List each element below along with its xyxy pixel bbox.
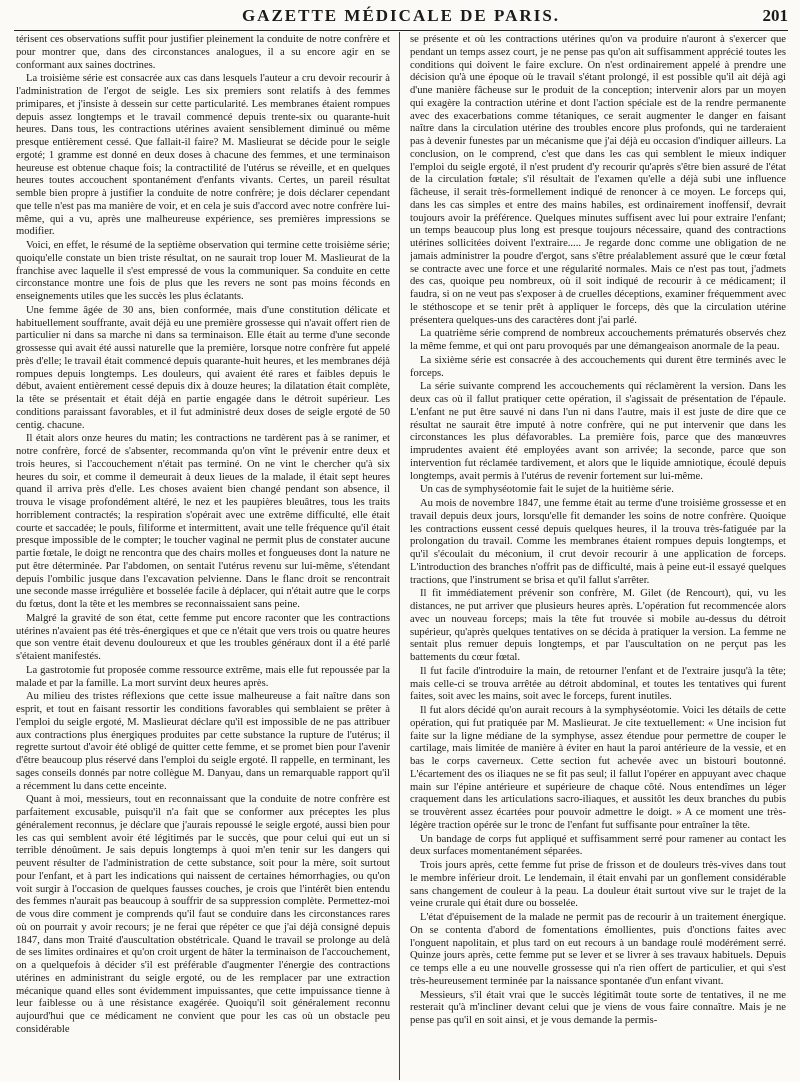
paragraph: Trois jours après, cette femme fut prise de frisson et de douleurs très-vives dans tout le membre inférieur droit. Le lendemain, il était envahi par un gonflement considérable sans changement de couleur à la peau. La douleur était surtout vive sur le trajet de la veine crurale qui était dure ou bosselée. [410,860,786,910]
paragraph: Quant à moi, messieurs, tout en reconnaissant que la conduite de notre confrère est parfaitement excusable, puisqu'il n'a fait que se conformer aux préceptes les plus généralement reconnus, je déclare que j'aurais repoussé le seigle ergoté, aussi bien pour les cas qui semblent avoir été légitimés par le succès, que pour celui qui eut un si terrible dénoûment. Je sais depuis longtemps à quoi m'en tenir sur les dangers qui peuvent résulter de l'administration de cette substance, soit pour la mère, soit surtout pour l'enfant, et à part les indications qui naissent de certaines hémorrhagies, ou qu'on voit surgir à l'occasion de quelques fausses couches, je crois que l'intérêt bien entendu des femmes n'aurait pas beaucoup à souffrir de sa suppression complète. Permettez-moi de vous dire comment je comprends qu'il faut se conduire dans les circonstances rares où on pourrait y avoir recours; je ne ferai que répéter ce que j'ai déjà consigné depuis 1847, dans mon Traité d'auscultation obstétricale. Quand le travail se prolonge au delà de ses limites ordinaires et qu'on croit urgent de hâter la terminaison de l'accouchement, on a quelquefois à décider s'il est préférable d'augmenter l'énergie des contractions utérines en administrant du seigle ergoté, ou de les remplacer par une extraction mécanique quand elles sont évidemment impuissantes, que cette impuissance tienne à leur faiblesse ou à une résistance exagérée. Quoiqu'il soit généralement reconnu aujourd'hui que ce médicament ne convient que pour les cas où un obstacle peu considérable [16,794,390,1035]
paragraph: Il fut alors décidé qu'on aurait recours à la symphyséotomie. Voici les détails de cette opération, qui fut pratiquée par M. Maslieurat. Je cite textuellement: « Une incision fut faite sur la ligne médiane de la symphyse, assez étendue pour permettre de couper le cartilage, mais limitée de manière à éviter en haut la paroi antérieure de la vessie, et en bas le corps caverneux. Cette section fut achevée avec un bistouri boutonné. L'écartement des os iliaques ne se fit pas seul; il fallut l'opérer en appuyant avec chaque main sur l'épine antérieure et supérieure de chaque côté. Nous entendîmes un léger craquement dans les articulations sacro-iliaques, et aussitôt les deux branches du pubis se trouvèrent assez écartées pour pouvoir admettre le doigt. » A ce moment une très-légère traction opérée sur le tronc de l'enfant fut suffisante pour entraîner la tête. [410,705,786,831]
right-column [410,34,786,1080]
paragraph: La série suivante comprend les accouchements qui réclamèrent la version. Dans les deux cas où il fallut pratiquer cette opération, il s'agissait de présentation de l'épaule. L'enfant ne put être sauvé ni dans l'un ni dans l'autre, mais il est juste de dire que ce résultat ne saurait être imputé à notre confrère, qui ne put intervenir que dans les circonstances les plus défavorables. La première fois, parce que des manœuvres imprudentes avaient été employées avant son arrivée; la seconde, parce que son intervention fut réclamée tardivement, et alors que le liquide amniotique, écoulé depuis longtemps, avait permis à l'utérus de revenir fortement sur lui-même. [410,381,786,482]
paragraph: Au mois de novembre 1847, une femme était au terme d'une troisième grossesse et en travail depuis deux jours, lorsqu'elle fit demander les soins de notre confrère. Quoique les contractions eussent cessé depuis quelques heures, il la trouva très-fatiguée par la prolongation du travail. Comme les membranes étaient rompues depuis longtemps, et qu'il s'écoulait du méconium, il crut devoir recourir à une application de forceps. L'introduction des branches n'offrit pas de difficulté, mais à peine eut-il essayé quelques tractions, que l'instrument se brisa et qu'il fallut s'arrêter. [410,498,786,586]
paragraph: Une femme âgée de 30 ans, bien conformée, mais d'une constitution délicate et habituellement souffrante, avait déjà eu une première grossesse qui n'avait offert rien de particulier ni dans sa marche ni dans sa terminaison. Elle était au terme d'une seconde grossesse qui avait été aussi naturelle que la première, lorsque notre confrère fut appelé près d'elle; le travail était commencé depuis quarante-huit heures, et les membranes déjà rompues depuis longtemps. Les douleurs, qui avaient été rares et faibles depuis le début, avaient entièrement cessé depuis dix à douze heures; la dilatation était complète, la tête se présentait et était déjà en partie engagée dans le détroit supérieur. Les conditions paraissant favorables, et il fut administré deux doses de seigle ergoté de 50 centig. chacune. [16,304,390,431]
column-divider [399,32,400,1080]
paragraph: Un cas de symphyséotomie fait le sujet de la huitième série. [420,484,674,496]
paragraph: Malgré la gravité de son état, cette femme put encore raconter que les contractions utérines n'avaient pas été très-énergiques et que ce n'était que vers trois ou quatre heures que son ventre était devenu douloureux et que les troubles généraux dont il a été parlé s'étaient manifestés. [16,612,390,662]
paragraph: Au milieu des tristes réflexions que cette issue malheureuse a fait naître dans son esprit, et tout en faisant ressortir les conditions favorables qui semblaient se prêter à l'emploi du seigle ergoté, M. Maslieurat déclare qu'il est impossible de ne pas attribuer aux contractions plus énergiques produites par cette substance la rupture de l'utérus; il regrette surtout d'avoir été obligé de quitter cette femme, et se promet bien pour l'avenir d'être beaucoup plus réservé dans l'emploi du seigle ergoté. Il rappelle, en terminant, les sages conseils donnés par notre collègue M. Danyau, dans un remarquable rapport qu'il a récemment lu dans cette enceinte. [16,691,390,792]
page-number: 201 [762,6,788,25]
paragraph: Un bandage de corps fut appliqué et suffisamment serré pour ramener au contact les deux surfaces momentanément séparées. [410,833,786,858]
paragraph: Il fit immédiatement prévenir son confrère, M. Gilet (de Rencourt), qui, vu les distances, ne put arriver que plusieurs heures après. L'opération fut recommencée alors avec un nouveau forceps; mais la tête fut trouvée si mobile au-dessus du détroit supérieur, qu'après quelques tentatives on se décida à pratiquer la version. La femme ne sentait plus remuer depuis longtemps, et par l'auscultation on ne perçut pas les battements du cœur fœtal. [410,588,786,663]
header-rule [14,30,788,31]
paragraph: Voici, en effet, le résumé de la septième observation qui termine cette troisième série; quoiqu'elle constate un bien triste résultat, on ne saurait trop louer M. Maslieurat de la franchise avec laquelle il s'est empressé de vous la communiquer. Sa conduite en cette circonstance montre une fois de plus que les revers ne sont pas moins féconds en enseignements utiles que les succès les plus éclatants. [16,240,390,302]
paragraph: Il était alors onze heures du matin; les contractions ne tardèrent pas à se ranimer, et notre confrère, forcé de s'absenter, recommanda qu'on vînt le prévenir entre deux et trois heures, si l'accouchement n'était pas terminé. On ne vint le chercher qu'à six heures du soir, et comme il demeurait à deux lieues de la malade, il était sept heures quand il arriva près d'elle. Les choses avaient bien changé pendant son absence, il trouva le visage profondément altéré, le nez et les paupières bleuâtres, tous les traits horriblement contractés; la respiration s'opérait avec une extrême difficulté, elle était courte et saccadée; le pouls, filiforme et intermittent, avait une telle fréquence qu'il était presque impossible de le compter; le toucher vaginal ne permit plus de constater aucune partie fœtale, le doigt ne rencontra que des chairs molles et fongueuses dont la nature ne put être déterminée. Par l'abdomen, on sentait l'utérus revenu sur lui-même, s'étendant depuis l'ombilic jusque dans l'excavation pelvienne. Dans le flanc droit se rencontrait une seconde masse irrégulière et bosselée facile à déplacer, qui n'était autre que le corps du fœtus, dont la tête et les membres se reconnaissaient sans peine. [16,433,390,610]
left-column [16,34,390,1080]
journal-title: GAZETTE MÉDICALE DE PARIS. [241,6,561,25]
paragraph: se présente et où les contractions utérines qu'on va produire n'auront à s'exercer que pendant un temps assez court, je ne pense pas qu'on ait suffisamment apprécié toutes les conditions qui doivent le faire exclure. On n'est ordinairement appelé à prendre une décision qu'à une époque où le travail s'étant prolongé, il est possible qu'il ait déjà agi d'une manière fâcheuse sur le produit de la conception; intervenir alors par un moyen qui exagère la contraction utérine et dont l'action spéciale est de la rendre permanente avec des exacerbations comme tétaniques, ce serait augmenter le danger en faisant naître dans la circulation utérine des troubles encore plus profonds, qui ne tarderaient pas à devenir funestes par un mécanisme que j'ai déjà eu occasion d'indiquer ailleurs. La conclusion, on le comprend, c'est que dans les cas qui semblent le mieux indiquer l'emploi du seigle ergoté, il n'est prudent d'y recourir qu'après s'être bien assuré de l'état de la circulation fœtale; s'il résultait de l'examen qu'elle a déjà subi une influence fâcheuse, il serait très-formellement indiqué de renoncer à ce moyen. Le forceps qui, dans les cas simples et entre des mains habiles, est ordinairement inoffensif, devrait toujours avoir la préférence. Quelques minutes suffisent avec lui pour extraire l'enfant; un temps beaucoup plus long est presque toujours nécessaire, quand des contractions utérines sollicitées doivent l'extraire..... Je regarde donc comme une obligation de ne jamais administrer la poudre d'ergot, sans s'être préalablement assuré que le cœur fœtal se contracte avec une force et une régularité normales. Mais ce n'est pas tout, j'admets des cas, quoique peu nombreux, où il soit indiqué de recourir à ce médicament; il faudra, si on ne veut pas s'exposer à de cruelles déceptions, examiner fréquemment avec le stéthoscope et se tenir prêt à appliquer le forceps, dès que la circulation utérine présentera quelques-uns des caractères dont j'ai parlé. [410,34,786,326]
paragraph: La troisième série est consacrée aux cas dans lesquels l'auteur a cru devoir recourir à l'administration de l'ergot de seigle. Les six premiers sont relatifs à des femmes primipares, et j'insiste à dessein sur cette particularité. Les membranes étaient rompues depuis assez longtemps et le travail commencé depuis trente-six ou quarante-huit heures. Dans tous, les contractions utérines avaient sensiblement diminué ou même presque entièrement cessé. Que fallait-il faire? M. Maslieurat se décide pour le seigle ergoté; 1 gramme est donné en deux doses à chacune des femmes, et une terminaison heureuse est obtenue chaque fois; la contractilité de l'utérus se réveille, et en quelques heures toutes accouchent spontanément d'enfants vivants. Certes, un pareil résultat semble bien propre à justifier la conduite de notre confrère; je dois déclarer cependant que telle n'est pas ma manière de voir, et en cela je suis d'accord avec notre confrère lui-même, qui a vu, après une malheureuse expérience, ses premières impressions se modifier. [16,73,390,238]
paragraph: Il fut facile d'introduire la main, de retourner l'enfant et de l'extraire jusqu'à la tête; mais celle-ci se trouva arrêtée au détroit abdominal, et toutes les tentatives qui furent faites, soit avec les mains, soit avec le forceps, furent inutiles. [410,665,786,703]
paragraph: Messieurs, s'il était vrai que le succès légitimât toute sorte de tentatives, il ne me resterait qu'à m'incliner devant celui que je viens de vous faire connaître. Mais je ne pense pas qu'il en soit ainsi, et je vous demande la permis- [410,989,786,1026]
paragraph: térisent ces observations suffit pour justifier pleinement la conduite de notre confrère et pour montrer que, dans des circonstances analogues, il a su encore agir en se conformant aux saines doctrines. [16,34,390,71]
page-header [14,6,788,26]
paragraph: La sixième série est consacrée à des accouchements qui durent être terminés avec le forceps. [410,354,786,379]
paragraph: La gastrotomie fut proposée comme ressource extrême, mais elle fut repoussée par la malade et par la famille. La mort survint deux heures après. [16,664,390,689]
paragraph: La quatrième série comprend de nombreux accouchements prématurés observés chez la même femme, et qui ont paru provoqués par une démangeaison anormale de la peau. [410,328,786,352]
paragraph: L'état d'épuisement de la malade ne permit pas de recourir à un traitement énergique. On se contenta d'abord de fomentations émollientes, puis d'onctions faites avec l'onguent napolitain, et plus tard on eut recours à un bandage roulé modérément serré. Quinze jours après, cette femme put se lever et se livrer à ses travaux habituels. Depuis ce temps elle a eu une nouvelle grossesse qui n'a rien offert de particulier, et qui s'est très-heureusement terminée par la naissance spontanée d'un enfant vivant. [410,912,786,987]
